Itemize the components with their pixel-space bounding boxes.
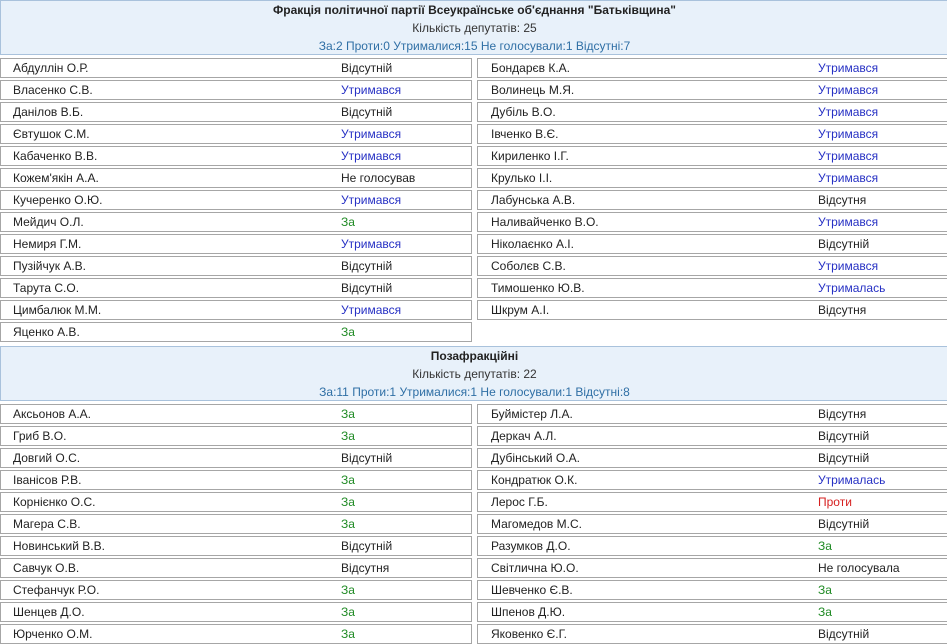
- deputy-name: Лабунська А.В.: [491, 193, 576, 207]
- deputy-row: [477, 300, 947, 320]
- deputy-name: Дубінський О.А.: [491, 451, 580, 465]
- deputy-vote: Утримався: [341, 193, 402, 207]
- deputy-name: Євтушок С.М.: [13, 127, 90, 141]
- fraction-vote-summary: За:2 Проти:0 Утрималися:15 Не голосували:1 Відсутні:7: [318, 39, 631, 53]
- deputy-vote: Відсутній: [818, 237, 870, 251]
- deputy-vote: За: [341, 517, 355, 531]
- deputy-vote: Утримався: [818, 61, 879, 75]
- deputy-name: Лерос Г.Б.: [491, 495, 548, 509]
- deputy-name: Деркач А.Л.: [491, 429, 557, 443]
- deputy-name: Юрченко О.М.: [13, 627, 93, 641]
- deputy-vote: Відсутній: [341, 61, 393, 75]
- deputy-row: [477, 58, 947, 78]
- deputy-name: Кожем'якін А.А.: [13, 171, 99, 185]
- deputy-vote: Утримався: [818, 83, 879, 97]
- deputy-vote: Утримався: [341, 127, 402, 141]
- deputy-row: [477, 102, 947, 122]
- deputy-row: [0, 146, 472, 166]
- deputy-row: [0, 102, 472, 122]
- deputy-row: [477, 448, 947, 468]
- deputy-vote: За: [341, 325, 355, 339]
- deputy-row: [0, 80, 472, 100]
- deputy-name: Стефанчук Р.О.: [13, 583, 100, 597]
- deputy-name: Кучеренко О.Ю.: [13, 193, 103, 207]
- deputy-vote: Відсутній: [818, 627, 870, 641]
- fraction-deputy-count: Кількість депутатів: 22: [412, 367, 537, 381]
- deputy-row: [477, 124, 947, 144]
- deputy-row: [477, 624, 947, 644]
- deputy-name: Волинець М.Я.: [491, 83, 575, 97]
- deputy-vote: За: [341, 605, 355, 619]
- deputy-row: [0, 212, 472, 232]
- deputy-vote: Відсутній: [341, 451, 393, 465]
- deputy-vote: Утримався: [341, 303, 402, 317]
- deputy-row: [0, 58, 472, 78]
- deputy-name: Магомедов М.С.: [491, 517, 582, 531]
- deputy-row: [477, 558, 947, 578]
- deputy-name: Буймістер Л.А.: [491, 407, 573, 421]
- deputy-vote: За: [341, 473, 355, 487]
- deputy-vote: Відсутній: [341, 105, 393, 119]
- fraction-deputy-count: Кількість депутатів: 25: [412, 21, 537, 35]
- fraction-vote-summary: За:11 Проти:1 Утрималися:1 Не голосували:1 Відсутні:8: [319, 385, 630, 399]
- deputy-vote: За: [341, 215, 355, 229]
- deputy-row: [477, 536, 947, 556]
- deputy-row: [477, 278, 947, 298]
- deputy-vote: За: [341, 583, 355, 597]
- fraction-title: Позафракційні: [430, 349, 519, 363]
- deputy-row: [477, 146, 947, 166]
- deputy-name: Світлична Ю.О.: [491, 561, 579, 575]
- deputy-row: [477, 602, 947, 622]
- deputy-row: [0, 448, 472, 468]
- deputy-vote: Відсутній: [341, 281, 393, 295]
- deputy-name: Шпенов Д.Ю.: [491, 605, 566, 619]
- deputy-row: [0, 190, 472, 210]
- deputy-name: Кириленко І.Г.: [491, 149, 569, 163]
- deputy-name: Гриб В.О.: [13, 429, 67, 443]
- deputy-name: Крулько І.І.: [491, 171, 553, 185]
- deputy-vote: Утримався: [341, 149, 402, 163]
- deputy-vote: Утримався: [341, 83, 402, 97]
- deputy-name: Ніколаєнко А.І.: [491, 237, 574, 251]
- deputy-vote: Утримався: [818, 215, 879, 229]
- deputy-name: Яковенко Є.Г.: [491, 627, 567, 641]
- deputy-row: [477, 234, 947, 254]
- deputy-row: [477, 514, 947, 534]
- deputy-vote: За: [341, 495, 355, 509]
- deputy-row: [477, 212, 947, 232]
- deputy-vote: Відсутня: [818, 303, 867, 317]
- deputy-name: Бондарєв К.А.: [491, 61, 571, 75]
- deputy-row: [477, 190, 947, 210]
- deputy-vote: Відсутня: [818, 193, 867, 207]
- deputy-vote: Утримався: [818, 127, 879, 141]
- deputy-name: Новинський В.В.: [13, 539, 105, 553]
- deputy-vote: За: [341, 627, 355, 641]
- deputy-name: Тарута С.О.: [13, 281, 80, 295]
- deputy-name: Кондратюк О.К.: [491, 473, 578, 487]
- deputy-vote: Відсутній: [341, 259, 393, 273]
- deputy-row: [0, 602, 472, 622]
- deputy-name: Абдуллін О.Р.: [13, 61, 89, 75]
- deputy-name: Данілов В.Б.: [13, 105, 84, 119]
- deputy-vote: Відсутній: [341, 539, 393, 553]
- deputy-row: [0, 470, 472, 490]
- deputy-name: Тимошенко Ю.В.: [491, 281, 585, 295]
- deputy-row: [0, 300, 472, 320]
- deputy-vote: Відсутня: [818, 407, 867, 421]
- deputy-name: Разумков Д.О.: [491, 539, 571, 553]
- deputy-vote: Відсутній: [818, 451, 870, 465]
- deputy-name: Аксьонов А.А.: [13, 407, 91, 421]
- deputy-name: Пузійчук А.В.: [13, 259, 87, 273]
- deputy-vote: За: [341, 429, 355, 443]
- deputy-name: Наливайченко В.О.: [491, 215, 599, 229]
- deputy-row: [0, 124, 472, 144]
- deputy-row: [0, 580, 472, 600]
- deputy-vote: Утримався: [818, 105, 879, 119]
- deputy-row: [477, 404, 947, 424]
- deputy-name: Шенцев Д.О.: [13, 605, 85, 619]
- deputy-row: [0, 558, 472, 578]
- deputy-vote: Утрималась: [818, 473, 886, 487]
- deputy-vote: Утримався: [818, 171, 879, 185]
- deputy-vote: За: [341, 407, 355, 421]
- deputy-name: Немиря Г.М.: [13, 237, 82, 251]
- deputy-vote: Утримався: [818, 149, 879, 163]
- deputy-vote: Відсутній: [818, 429, 870, 443]
- deputy-row: [0, 256, 472, 276]
- deputy-row: [477, 492, 947, 512]
- deputy-row: [0, 168, 472, 188]
- deputy-name: Соболєв С.В.: [491, 259, 566, 273]
- deputy-row: [477, 580, 947, 600]
- deputy-name: Магера С.В.: [13, 517, 81, 531]
- deputy-name: Шкрум А.І.: [491, 303, 550, 317]
- deputy-vote: Утримався: [818, 259, 879, 273]
- deputy-name: Довгий О.С.: [13, 451, 81, 465]
- deputy-row: [0, 514, 472, 534]
- deputy-row: [477, 80, 947, 100]
- deputy-row: [477, 470, 947, 490]
- deputy-name: Корнієнко О.С.: [13, 495, 96, 509]
- deputy-vote: Проти: [818, 495, 852, 509]
- fraction-header: [0, 346, 947, 401]
- deputy-name: Дубіль В.О.: [491, 105, 556, 119]
- deputy-row: [0, 426, 472, 446]
- deputy-vote: Відсутній: [818, 517, 870, 531]
- deputy-vote: За: [818, 539, 832, 553]
- fraction-header: [0, 0, 947, 55]
- deputy-row: [477, 426, 947, 446]
- deputy-name: Івченко В.Є.: [491, 127, 559, 141]
- deputy-vote: За: [818, 605, 832, 619]
- deputy-vote: Утрималась: [818, 281, 886, 295]
- deputy-row: [0, 278, 472, 298]
- deputy-row: [0, 536, 472, 556]
- deputy-row: [477, 168, 947, 188]
- deputy-name: Кабаченко В.В.: [13, 149, 98, 163]
- deputy-name: Цимбалюк М.М.: [13, 303, 102, 317]
- deputy-name: Іванісов Р.В.: [13, 473, 82, 487]
- deputy-vote: Утримався: [341, 237, 402, 251]
- deputy-name: Мейдич О.Л.: [13, 215, 84, 229]
- deputy-row: [0, 404, 472, 424]
- deputy-name: Шевченко Є.В.: [491, 583, 573, 597]
- deputy-name: Яценко А.В.: [13, 325, 80, 339]
- deputy-name: Савчук О.В.: [13, 561, 80, 575]
- deputy-name: Власенко С.В.: [13, 83, 93, 97]
- deputy-row: [0, 234, 472, 254]
- deputy-vote: Відсутня: [341, 561, 390, 575]
- deputy-row: [0, 492, 472, 512]
- deputy-vote: Не голосував: [341, 171, 416, 185]
- deputy-vote: Не голосувала: [818, 561, 900, 575]
- deputy-row: [0, 624, 472, 644]
- deputy-vote: За: [818, 583, 832, 597]
- fraction-title: Фракція політичної партії Всеукраїнське об'єднання "Батьківщина": [273, 3, 676, 17]
- deputy-row: [0, 322, 472, 342]
- deputy-row: [477, 256, 947, 276]
